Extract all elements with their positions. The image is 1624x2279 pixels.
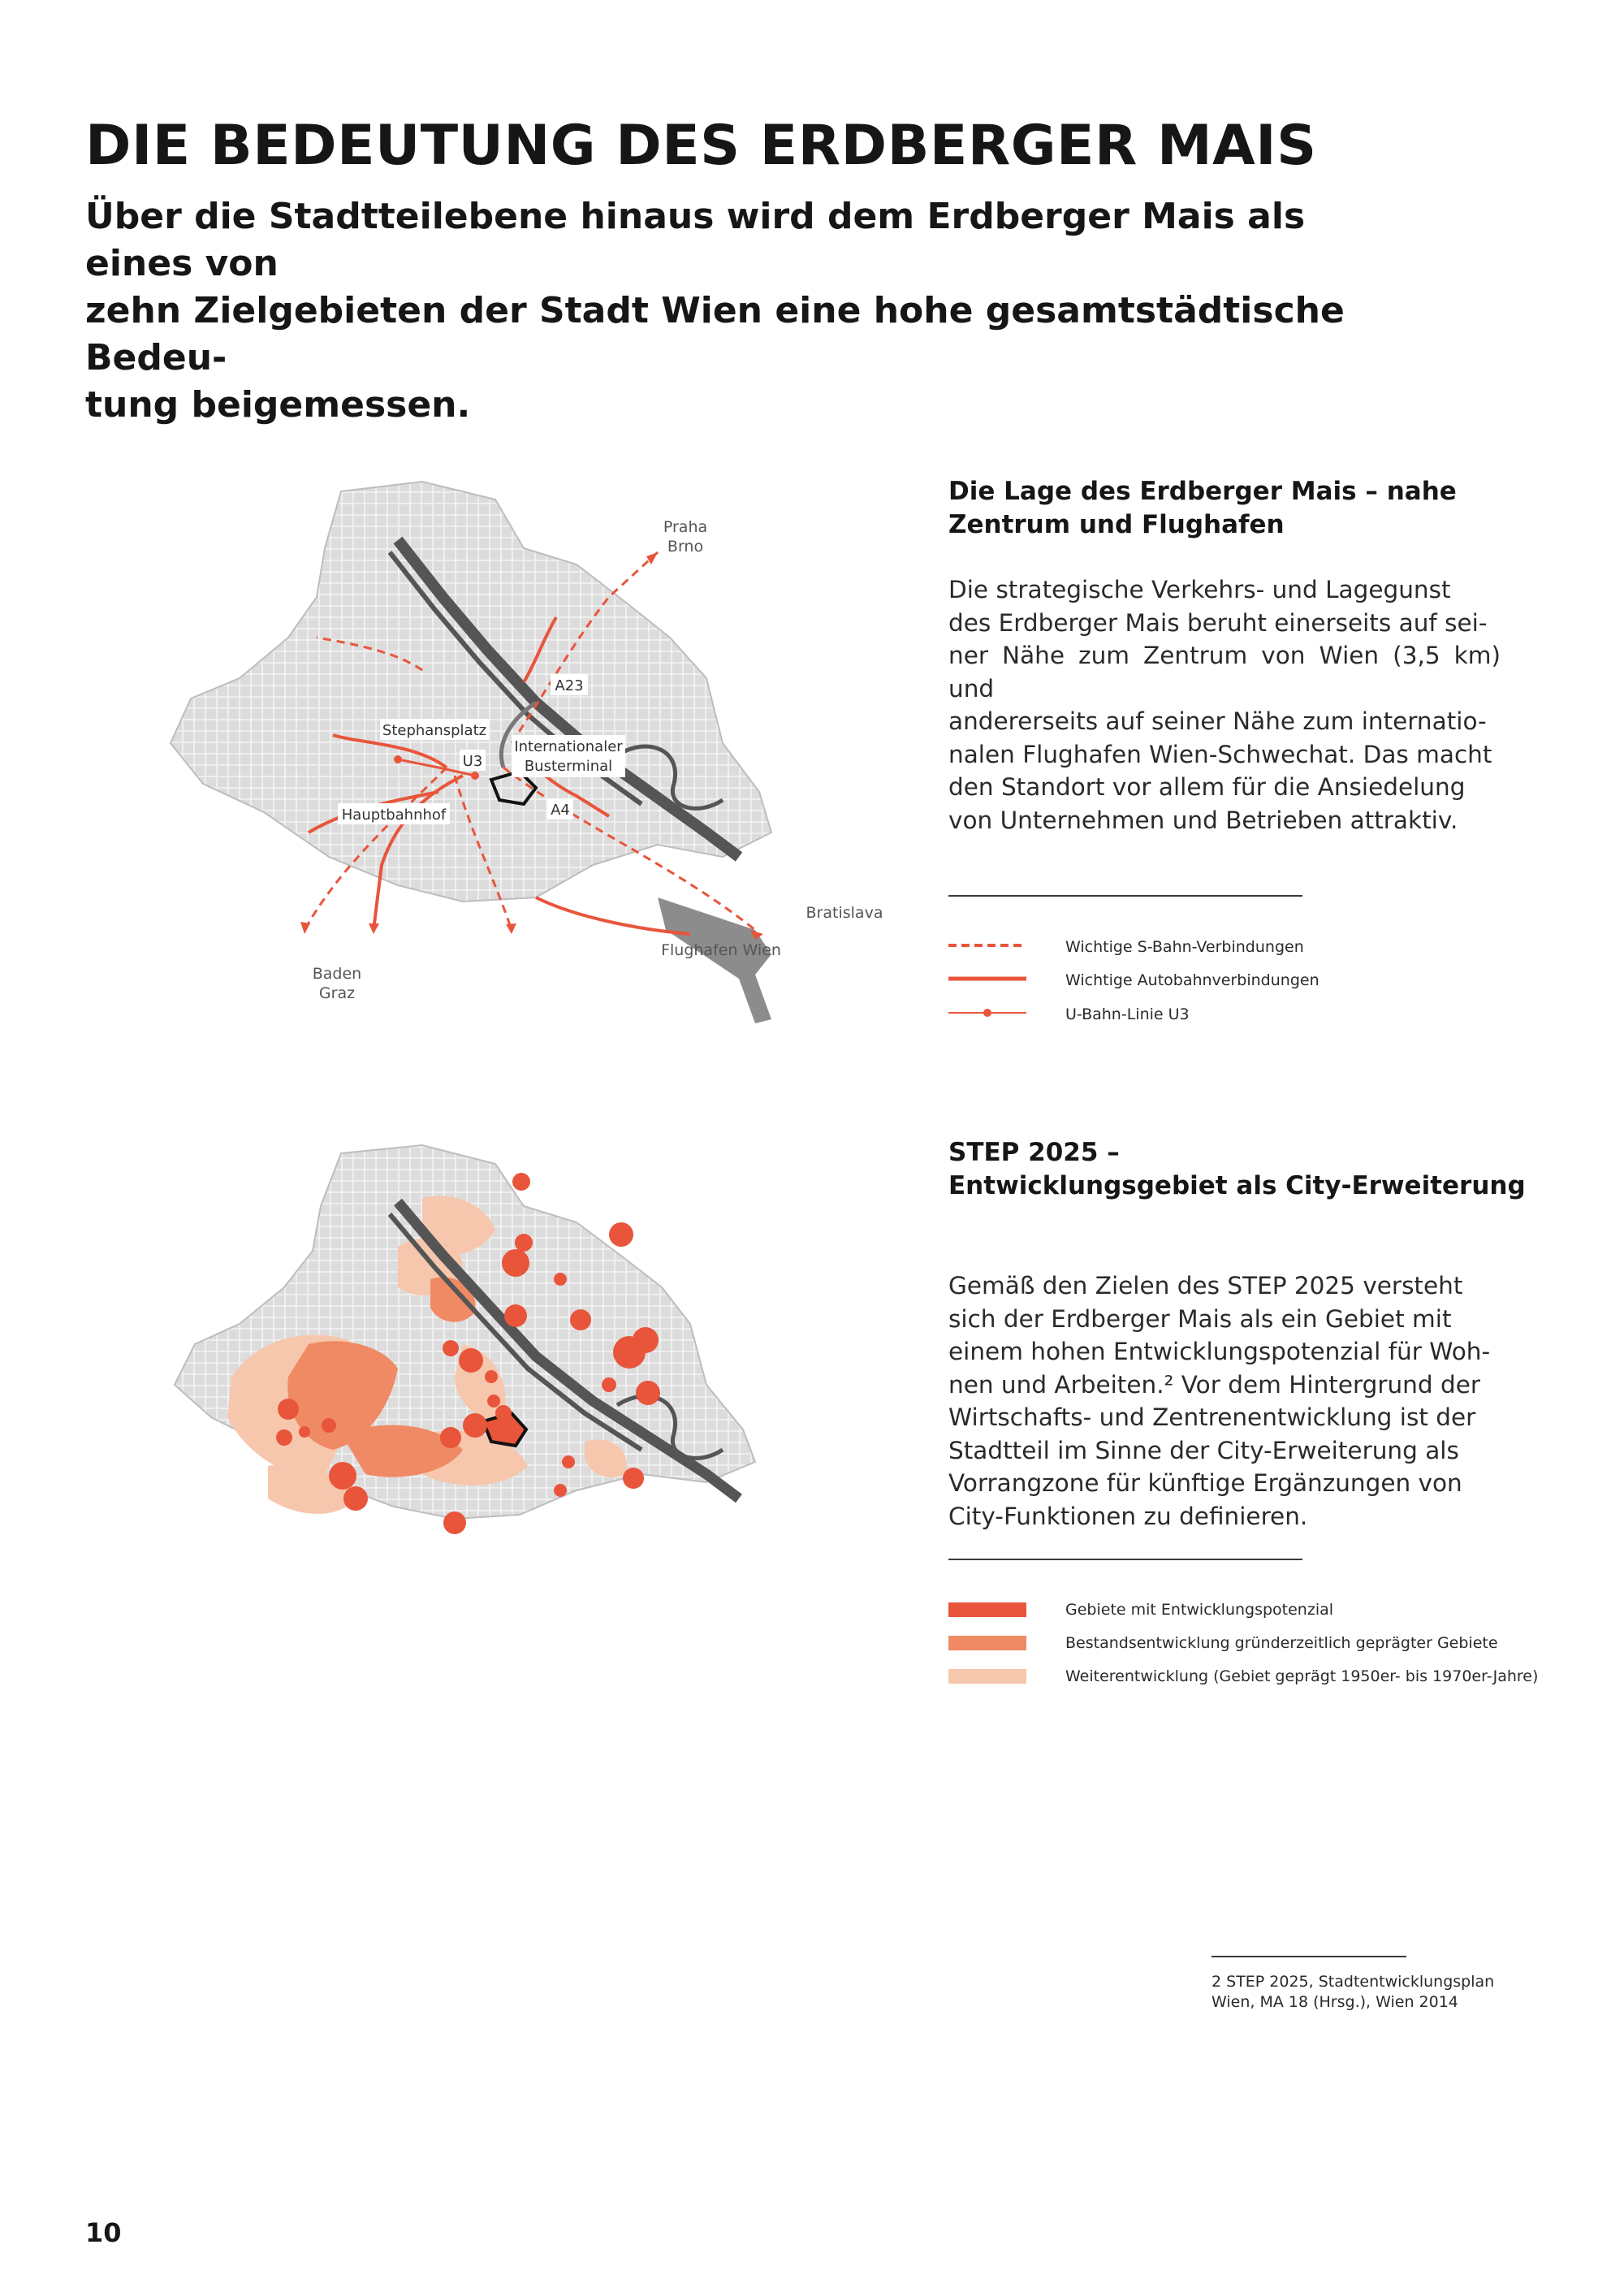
section1-body-line: andererseits auf seiner Nähe zum internatio- bbox=[948, 707, 1487, 735]
section1-body-line: des Erdberger Mais beruht einerseits auf sei- bbox=[948, 608, 1488, 637]
label-flughafen: Flughafen Wien bbox=[661, 941, 781, 959]
label-hauptbahnhof: Hauptbahnhof bbox=[341, 807, 447, 824]
location-map bbox=[154, 475, 885, 1027]
section2-body-line: einem hohen Entwicklungspotenzial für Woh- bbox=[948, 1338, 1491, 1365]
page-title: DIE BEDEUTUNG DES ERDBERGER MAIS bbox=[85, 114, 1317, 178]
lead-line: zehn Zielgebieten der Stadt Wien eine hohe gesamtstädtische Bedeu- bbox=[85, 290, 1345, 378]
section1-title-line: Zentrum und Flughafen bbox=[948, 510, 1285, 539]
legend-autobahn-symbol bbox=[948, 973, 1026, 984]
label-praha: Praha bbox=[663, 518, 708, 536]
section2-title-line: Entwicklungsgebiet als City-Erweiterung bbox=[948, 1171, 1526, 1200]
lead-paragraph bbox=[85, 193, 1409, 429]
legend-u3-symbol bbox=[948, 1007, 1026, 1018]
airport-area bbox=[658, 897, 771, 1023]
label-a4: A4 bbox=[551, 802, 570, 819]
step2025-map bbox=[154, 1141, 804, 1612]
lead-line: tung beigemessen. bbox=[85, 384, 471, 426]
section2-body bbox=[948, 1269, 1501, 1533]
section1-body-line: den Standort vor allem für die Ansiedelung bbox=[948, 773, 1466, 801]
section1-body-line: nalen Flughafen Wien-Schwechat. Das macht bbox=[948, 740, 1492, 768]
section1-body-line: Die strategische Verkehrs- und Lagegunst bbox=[948, 576, 1451, 603]
section2-body-line: nen und Arbeiten.² Vor dem Hintergrund der bbox=[948, 1370, 1480, 1399]
footnote bbox=[1212, 1972, 1553, 2013]
label-a23: A23 bbox=[555, 677, 584, 694]
footnote-divider bbox=[1212, 1956, 1406, 1957]
legend-weiter-swatch bbox=[948, 1669, 1026, 1684]
section1-divider bbox=[948, 895, 1302, 897]
section2-body-line: Wirtschafts- und Zentrenentwicklung ist der bbox=[948, 1403, 1476, 1431]
label-intl-busterminal-2: Busterminal bbox=[524, 758, 613, 775]
section1-body bbox=[948, 573, 1501, 837]
footnote-line: Wien, MA 18 (Hrsg.), Wien 2014 bbox=[1212, 1993, 1458, 2011]
section2-divider bbox=[948, 1559, 1302, 1560]
legend-u3-label: U-Bahn-Linie U3 bbox=[1065, 1005, 1190, 1023]
section2-body-line: sich der Erdberger Mais als ein Gebiet mit bbox=[948, 1304, 1452, 1333]
legend-weiter-label: Weiterentwicklung (Gebiet geprägt 1950er- bis 1970er-Jahre) bbox=[1065, 1667, 1539, 1685]
label-intl-busterminal-1: Internationaler bbox=[514, 738, 623, 755]
section2-title bbox=[948, 1136, 1566, 1203]
label-bratislava: Bratislava bbox=[806, 904, 883, 922]
legend-bestand-swatch bbox=[948, 1636, 1026, 1650]
section1-body-line: ner Nähe zum Zentrum von Wien (3,5 km) und bbox=[948, 642, 1501, 703]
section2-body-line: Gemäß den Zielen des STEP 2025 versteht bbox=[948, 1272, 1463, 1300]
legend-sbahn-label: Wichtige S-Bahn-Verbindungen bbox=[1065, 938, 1304, 956]
label-u3: U3 bbox=[462, 753, 483, 770]
footnote-line: 2 STEP 2025, Stadtentwicklungsplan bbox=[1212, 1973, 1495, 1991]
section1-body-line: von Unternehmen und Betrieben attraktiv. bbox=[948, 806, 1458, 834]
section2-body-line: City-Funktionen zu definieren. bbox=[948, 1502, 1308, 1530]
label-stephansplatz: Stephansplatz bbox=[382, 722, 487, 739]
label-graz: Graz bbox=[318, 984, 356, 1002]
section2-body-line: Stadtteil im Sinne der City-Erweiterung als bbox=[948, 1436, 1459, 1464]
legend-sbahn-symbol bbox=[948, 940, 1026, 951]
legend-autobahn-label: Wichtige Autobahnverbindungen bbox=[1065, 971, 1320, 989]
section1-title bbox=[948, 475, 1566, 542]
legend-potenzial-swatch bbox=[948, 1602, 1026, 1617]
page-number: 10 bbox=[85, 2217, 122, 2248]
section2-body-line: Vorrangzone für künftige Ergänzungen von bbox=[948, 1469, 1462, 1497]
section2-title-line: STEP 2025 – bbox=[948, 1138, 1120, 1167]
legend-potenzial-label: Gebiete mit Entwicklungspotenzial bbox=[1065, 1601, 1334, 1619]
label-brno: Brno bbox=[667, 538, 704, 556]
label-baden: Baden bbox=[312, 965, 362, 983]
lead-line: Über die Stadtteilebene hinaus wird dem Erdberger Mais als eines von bbox=[85, 196, 1306, 284]
legend-bestand-label: Bestandsentwicklung gründerzeitlich geprägter Gebiete bbox=[1065, 1634, 1498, 1652]
section1-title-line: Die Lage des Erdberger Mais – nahe bbox=[948, 477, 1457, 506]
